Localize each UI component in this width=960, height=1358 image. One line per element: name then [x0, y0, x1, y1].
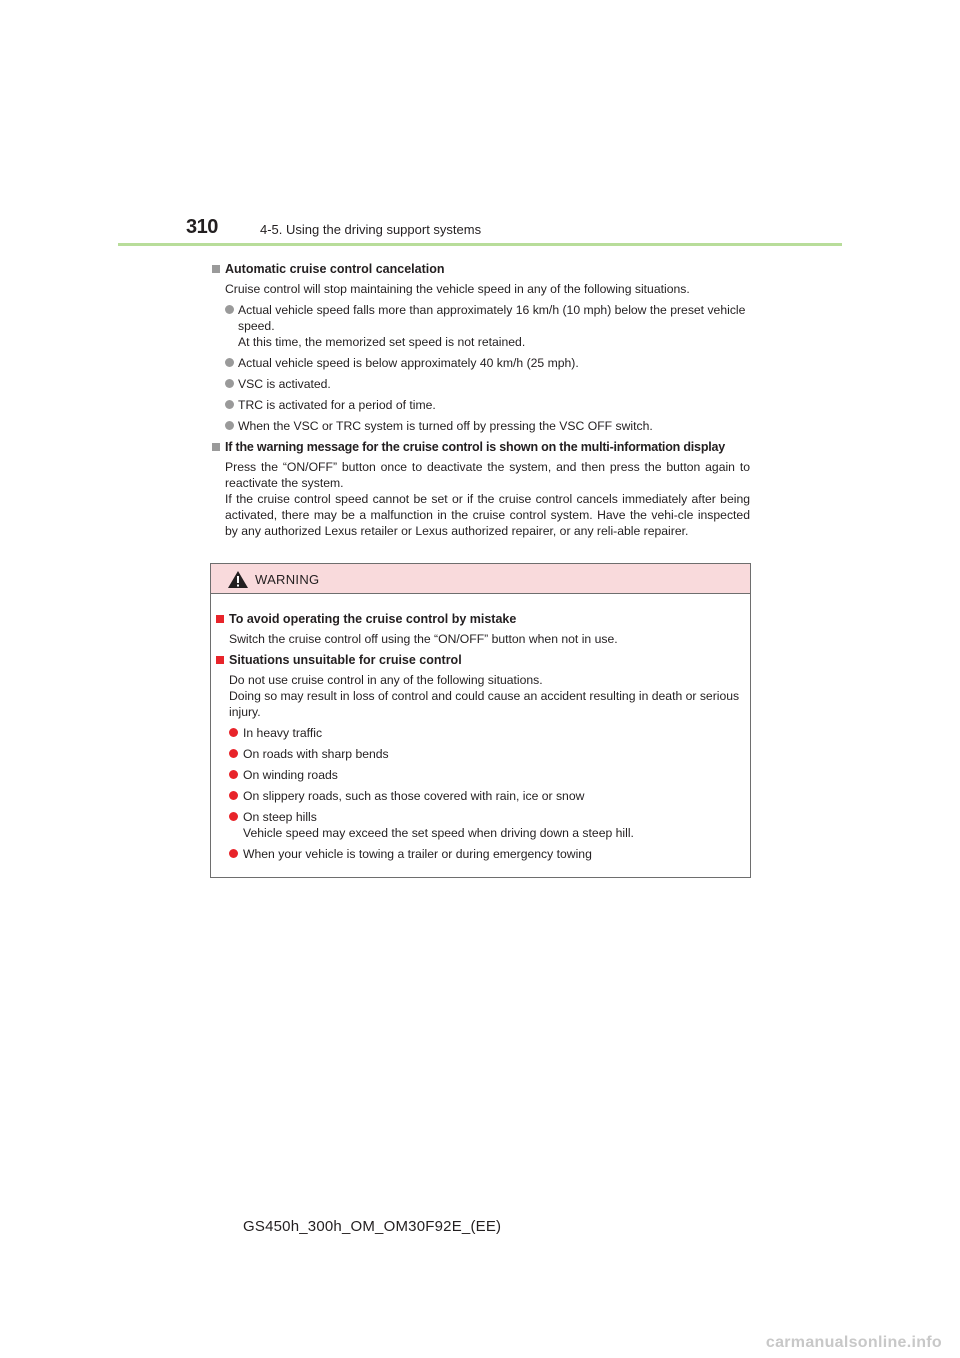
- circle-bullet-icon: [229, 770, 238, 779]
- circle-bullet-icon: [225, 358, 234, 367]
- circle-bullet-icon: [229, 791, 238, 800]
- circle-bullet-icon: [225, 379, 234, 388]
- warning-heading: [215, 611, 740, 627]
- list-item-text: Actual vehicle speed falls more than approximately 16 km/h (10 mph) below the preset vehicle speed.: [238, 303, 746, 333]
- main-content: [210, 256, 750, 539]
- circle-bullet-icon: [225, 400, 234, 409]
- warning-header: [211, 564, 750, 594]
- heading-text: To avoid operating the cruise control by mistake: [229, 612, 517, 626]
- list-item-text: When the VSC or TRC system is turned off by pressing the VSC OFF switch.: [238, 419, 653, 433]
- square-bullet-icon: [216, 656, 224, 664]
- list-item-text: On winding roads: [243, 768, 338, 782]
- circle-bullet-icon: [229, 728, 238, 737]
- heading-text: If the warning message for the cruise control is shown on the multi-information display: [225, 440, 726, 454]
- warning-body: [211, 594, 750, 862]
- header-rule: [118, 243, 842, 246]
- section-intro: Cruise control will stop maintaining the vehicle speed in any of the following situations.: [225, 282, 690, 296]
- list-item: [210, 302, 750, 350]
- section-heading: [210, 261, 750, 277]
- warning-triangle-icon: [227, 570, 249, 589]
- document-code: GS450h_300h_OM_OM30F92E_(EE): [243, 1218, 502, 1235]
- circle-bullet-icon: [225, 305, 234, 314]
- list-item: [210, 418, 750, 434]
- watermark: carmanualsonline.info: [765, 1334, 942, 1351]
- list-item-text: Actual vehicle speed is below approximately 40 km/h (25 mph).: [238, 356, 579, 370]
- list-item-subtext: Vehicle speed may exceed the set speed when driving down a steep hill.: [243, 826, 634, 840]
- circle-bullet-icon: [225, 421, 234, 430]
- list-item: [210, 376, 750, 392]
- circle-bullet-icon: [229, 849, 238, 858]
- page-number: 310: [186, 216, 218, 238]
- square-bullet-icon: [212, 265, 220, 273]
- heading-text: Automatic cruise control cancelation: [225, 262, 445, 276]
- list-item: [210, 355, 750, 371]
- circle-bullet-icon: [229, 749, 238, 758]
- warning-box: [210, 563, 751, 878]
- list-item: [215, 725, 740, 741]
- list-item-text: On steep hills: [243, 810, 317, 824]
- list-item-text: On roads with sharp bends: [243, 747, 389, 761]
- list-item-subtext: At this time, the memorized set speed is not retained.: [238, 335, 526, 349]
- list-item: [215, 809, 740, 841]
- list-item-text: In heavy traffic: [243, 726, 323, 740]
- section-paragraph: Press the “ON/OFF” button once to deactivate the system, and then press the button again to reactivate the system.: [225, 460, 750, 490]
- list-item-text: When your vehicle is towing a trailer or during emergency towing: [243, 847, 592, 861]
- heading-text: Situations unsuitable for cruise control: [229, 653, 462, 667]
- list-item: [210, 397, 750, 413]
- list-item-text: On slippery roads, such as those covered with rain, ice or snow: [243, 789, 585, 803]
- section-heading: [210, 439, 750, 455]
- section-paragraph: If the cruise control speed cannot be set or if the cruise control cancels immediately after being activated, there may be a malfunction in the cruise control system. Have the vehi-cle inspected by any authorized Lexus retailer or Lexus authorized repairer, or any reli-able repairer.: [225, 492, 750, 538]
- warning-title: WARNING: [255, 572, 320, 587]
- square-bullet-icon: [212, 443, 220, 451]
- list-item: [215, 746, 740, 762]
- circle-bullet-icon: [229, 812, 238, 821]
- list-item: [215, 788, 740, 804]
- warning-paragraph: Doing so may result in loss of control and could cause an accident resulting in death or serious injury.: [229, 689, 740, 719]
- list-item: [215, 767, 740, 783]
- list-item: [215, 846, 740, 862]
- warning-paragraph: Switch the cruise control off using the “ON/OFF” button when not in use.: [229, 632, 618, 646]
- square-bullet-icon: [216, 615, 224, 623]
- warning-heading: [215, 652, 740, 668]
- list-item-text: TRC is activated for a period of time.: [238, 398, 436, 412]
- warning-paragraph: Do not use cruise control in any of the following situations.: [229, 673, 543, 687]
- section-title: 4-5. Using the driving support systems: [260, 222, 482, 237]
- list-item-text: VSC is activated.: [238, 377, 331, 391]
